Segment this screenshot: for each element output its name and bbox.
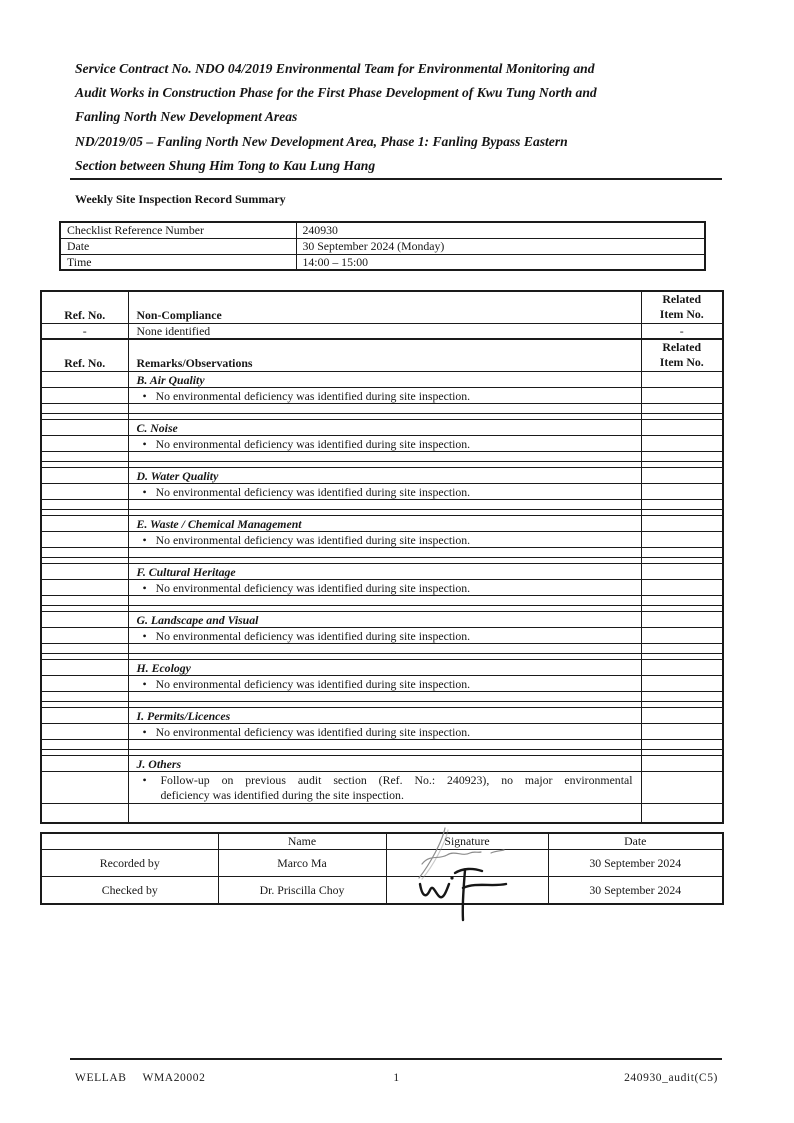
ref-no-cell <box>41 532 128 548</box>
section-remark-row <box>41 724 723 740</box>
related-item-cell <box>641 756 723 772</box>
related-item-no-header <box>641 291 723 324</box>
ref-no-cell <box>41 564 128 580</box>
section-title-cell: I. Permits/Licences <box>128 708 641 724</box>
spacer-cell <box>128 548 641 558</box>
spacer-row <box>41 452 723 462</box>
section-remark-row <box>41 676 723 692</box>
spacer-cell <box>41 404 128 414</box>
section-remark-row <box>41 484 723 500</box>
spacer-cell <box>128 804 641 823</box>
section-remark-row <box>41 532 723 548</box>
related-item-cell <box>641 516 723 532</box>
info-value: 30 September 2024 (Monday) <box>296 238 705 254</box>
spacer-cell <box>128 644 641 654</box>
related-header-line2: Item No. <box>659 307 704 321</box>
signature-column-header: Signature <box>386 833 548 849</box>
spacer-cell <box>128 404 641 414</box>
section-remark-cell <box>128 772 641 804</box>
name-column-header: Name <box>218 833 386 849</box>
spacer-cell <box>41 500 128 510</box>
related-item-cell <box>641 468 723 484</box>
info-label: Time <box>60 254 296 270</box>
remark-text: No environmental deficiency was identified during site inspection. <box>155 388 471 403</box>
section-title-row <box>41 516 723 532</box>
ref-no-cell <box>41 708 128 724</box>
section-remark-cell <box>128 388 641 404</box>
ref-no-cell <box>41 756 128 772</box>
signature-header-blank <box>41 833 218 849</box>
info-value: 240930 <box>296 222 705 238</box>
spacer-cell <box>128 740 641 750</box>
section-remark-cell <box>128 484 641 500</box>
ref-no-cell <box>41 628 128 644</box>
non-compliance-ref: - <box>41 324 128 340</box>
remark-text <box>129 772 641 803</box>
ref-no-cell <box>41 660 128 676</box>
section-title-cell: H. Ecology <box>128 660 641 676</box>
spacer-cell <box>641 452 723 462</box>
ref-no-cell <box>41 612 128 628</box>
footer-file-ref: 240930_audit(C5) <box>624 1072 718 1084</box>
info-table-body <box>60 222 705 270</box>
section-remark-cell <box>128 436 641 452</box>
related-item-cell <box>641 372 723 388</box>
spacer-cell <box>128 452 641 462</box>
remark-text: No environmental deficiency was identified during site inspection. <box>155 724 471 739</box>
spacer-cell <box>41 548 128 558</box>
signature-row <box>41 849 723 876</box>
spacer-cell <box>41 596 128 606</box>
signature-cell <box>386 876 548 904</box>
related-item-cell <box>641 564 723 580</box>
signature-row <box>41 876 723 904</box>
section-remark-cell <box>128 676 641 692</box>
related-item-cell <box>641 772 723 804</box>
bullet-marker: • <box>142 532 147 547</box>
spacer-cell <box>641 644 723 654</box>
ref-no-cell <box>41 676 128 692</box>
section-title-row <box>41 612 723 628</box>
related-item-cell <box>641 580 723 596</box>
remark-text: No environmental deficiency was identified during site inspection. <box>155 436 471 451</box>
section-title-row <box>41 564 723 580</box>
bullet-marker: • <box>142 484 147 499</box>
non-compliance-header: Non-Compliance <box>128 291 641 324</box>
spacer-cell <box>641 500 723 510</box>
bullet-marker: • <box>142 773 147 787</box>
signature-date: 30 September 2024 <box>548 876 723 904</box>
contract-paragraph-2 <box>75 130 723 178</box>
related-item-no-header-2 <box>641 339 723 372</box>
signer-role: Checked by <box>41 876 218 904</box>
spacer-cell <box>641 404 723 414</box>
remarks-observations-header: Remarks/Observations <box>128 339 641 372</box>
footer-doc-ref <box>75 1072 205 1084</box>
date-column-header: Date <box>548 833 723 849</box>
spacer-row <box>41 692 723 702</box>
section-remark-row <box>41 436 723 452</box>
spacer-cell <box>41 740 128 750</box>
spacer-cell <box>641 692 723 702</box>
section-title-cell: E. Waste / Chemical Management <box>128 516 641 532</box>
spacer-row <box>41 404 723 414</box>
inspection-table <box>40 290 724 824</box>
inspection-table-body <box>41 291 723 823</box>
non-compliance-header-row <box>41 291 723 324</box>
signature-table-body <box>41 833 723 904</box>
signer-name: Marco Ma <box>218 849 386 876</box>
section-title-row <box>41 660 723 676</box>
spacer-cell <box>128 500 641 510</box>
related-item-cell <box>641 708 723 724</box>
spacer-cell <box>128 596 641 606</box>
bullet-marker: • <box>142 388 147 403</box>
related-item-cell <box>641 628 723 644</box>
spacer-cell <box>641 548 723 558</box>
contract-title-line: Audit Works in Construction Phase for the First Phase Development of Kwu Tung North and <box>75 85 597 101</box>
page-number: 1 <box>393 1072 400 1084</box>
related-item-cell <box>641 484 723 500</box>
ref-no-cell <box>41 580 128 596</box>
ref-no-cell <box>41 388 128 404</box>
contract-header <box>75 57 723 178</box>
page-title: Weekly Site Inspection Record Summary <box>75 192 286 206</box>
signature-date: 30 September 2024 <box>548 849 723 876</box>
ref-no-cell <box>41 484 128 500</box>
related-item-cell <box>641 420 723 436</box>
spacer-cell <box>641 740 723 750</box>
spacer-row <box>41 500 723 510</box>
ref-no-cell <box>41 772 128 804</box>
remarks-header-row <box>41 339 723 372</box>
bullet-marker: • <box>142 628 147 643</box>
section-title-cell: F. Cultural Heritage <box>128 564 641 580</box>
contract-title-line: Service Contract No. NDO 04/2019 Environmental Team for Environmental Monitoring and <box>75 61 595 76</box>
related-item-cell <box>641 436 723 452</box>
non-compliance-text: None identified <box>128 324 641 340</box>
section-title-cell: G. Landscape and Visual <box>128 612 641 628</box>
ref-no-cell <box>41 436 128 452</box>
section-remark-cell <box>128 580 641 596</box>
spacer-cell <box>41 644 128 654</box>
signature-cell <box>386 849 548 876</box>
contract-subtitle-line: Section between Shung Him Tong to Kau Lung Hang <box>75 157 376 173</box>
bullet-marker: • <box>142 436 147 451</box>
spacer-row <box>41 548 723 558</box>
spacer-cell <box>128 692 641 702</box>
section-remark-row <box>41 628 723 644</box>
spacer-cell <box>41 692 128 702</box>
spacer-cell <box>641 804 723 823</box>
section-title-cell: J. Others <box>128 756 641 772</box>
ref-no-header: Ref. No. <box>41 291 128 324</box>
info-table-row <box>60 238 705 254</box>
info-label: Checklist Reference Number <box>60 222 296 238</box>
spacer-cell <box>41 804 128 823</box>
related-item-cell <box>641 612 723 628</box>
info-table-row <box>60 254 705 270</box>
section-title-cell: B. Air Quality <box>128 372 641 388</box>
footer-company-code: WELLAB <box>75 1072 127 1084</box>
signer-role: Recorded by <box>41 849 218 876</box>
section-title-row <box>41 756 723 772</box>
signer-name: Dr. Priscilla Choy <box>218 876 386 904</box>
related-item-cell <box>641 724 723 740</box>
section-remark-row <box>41 388 723 404</box>
checklist-info-table <box>59 221 706 271</box>
ref-no-cell <box>41 516 128 532</box>
ref-no-header-2: Ref. No. <box>41 339 128 372</box>
spacer-row <box>41 644 723 654</box>
ref-no-cell <box>41 724 128 740</box>
non-compliance-row <box>41 324 723 340</box>
bullet-marker: • <box>142 724 147 739</box>
section-remark-row <box>41 580 723 596</box>
spacer-row <box>41 596 723 606</box>
header-divider-rule <box>70 178 722 180</box>
section-title-row <box>41 468 723 484</box>
bullet-marker: • <box>142 676 147 691</box>
signature-header-row <box>41 833 723 849</box>
section-remark-cell <box>128 532 641 548</box>
section-remark-row <box>41 772 723 804</box>
related-item-cell <box>641 676 723 692</box>
related-header-line2: Item No. <box>659 355 704 369</box>
ref-no-cell <box>41 420 128 436</box>
contract-paragraph-1 <box>75 57 723 130</box>
signature-table <box>40 832 724 905</box>
contract-subtitle-line: ND/2019/05 – Fanling North New Development Area, Phase 1: Fanling Bypass Eastern <box>75 133 568 149</box>
ref-no-cell <box>41 372 128 388</box>
related-header-line1: Related <box>662 292 702 306</box>
page-footer <box>75 1072 718 1084</box>
info-label: Date <box>60 238 296 254</box>
remark-text: No environmental deficiency was identified during site inspection. <box>155 676 471 691</box>
remark-text: No environmental deficiency was identified during site inspection. <box>155 628 471 643</box>
info-value: 14:00 – 15:00 <box>296 254 705 270</box>
section-title-row <box>41 708 723 724</box>
info-table-row <box>60 222 705 238</box>
related-item-cell <box>641 660 723 676</box>
spacer-row <box>41 804 723 823</box>
remark-line: deficiency was identified during the site inspection. <box>160 788 404 802</box>
contract-title-line: Fanling North New Development Areas <box>75 109 298 125</box>
footer-work-code: WMA20002 <box>142 1072 206 1084</box>
remark-text: No environmental deficiency was identified during site inspection. <box>155 580 471 595</box>
related-item-cell <box>641 532 723 548</box>
section-remark-cell <box>128 724 641 740</box>
section-title-row <box>41 372 723 388</box>
section-title-cell: C. Noise <box>128 420 641 436</box>
section-title-cell: D. Water Quality <box>128 468 641 484</box>
bullet-marker: • <box>142 580 147 595</box>
remark-line: Follow-up on previous audit section (Ref. No.: 240923), no major environmental <box>160 773 633 787</box>
non-compliance-related: - <box>641 324 723 340</box>
section-title-row <box>41 420 723 436</box>
ref-no-cell <box>41 468 128 484</box>
footer-divider-rule <box>70 1058 722 1060</box>
remark-text: No environmental deficiency was identified during site inspection. <box>155 532 471 547</box>
spacer-cell <box>41 452 128 462</box>
related-header-line1: Related <box>662 340 702 354</box>
related-item-cell <box>641 388 723 404</box>
spacer-cell <box>641 596 723 606</box>
spacer-row <box>41 740 723 750</box>
section-remark-cell <box>128 628 641 644</box>
remark-text: No environmental deficiency was identified during site inspection. <box>155 484 471 499</box>
